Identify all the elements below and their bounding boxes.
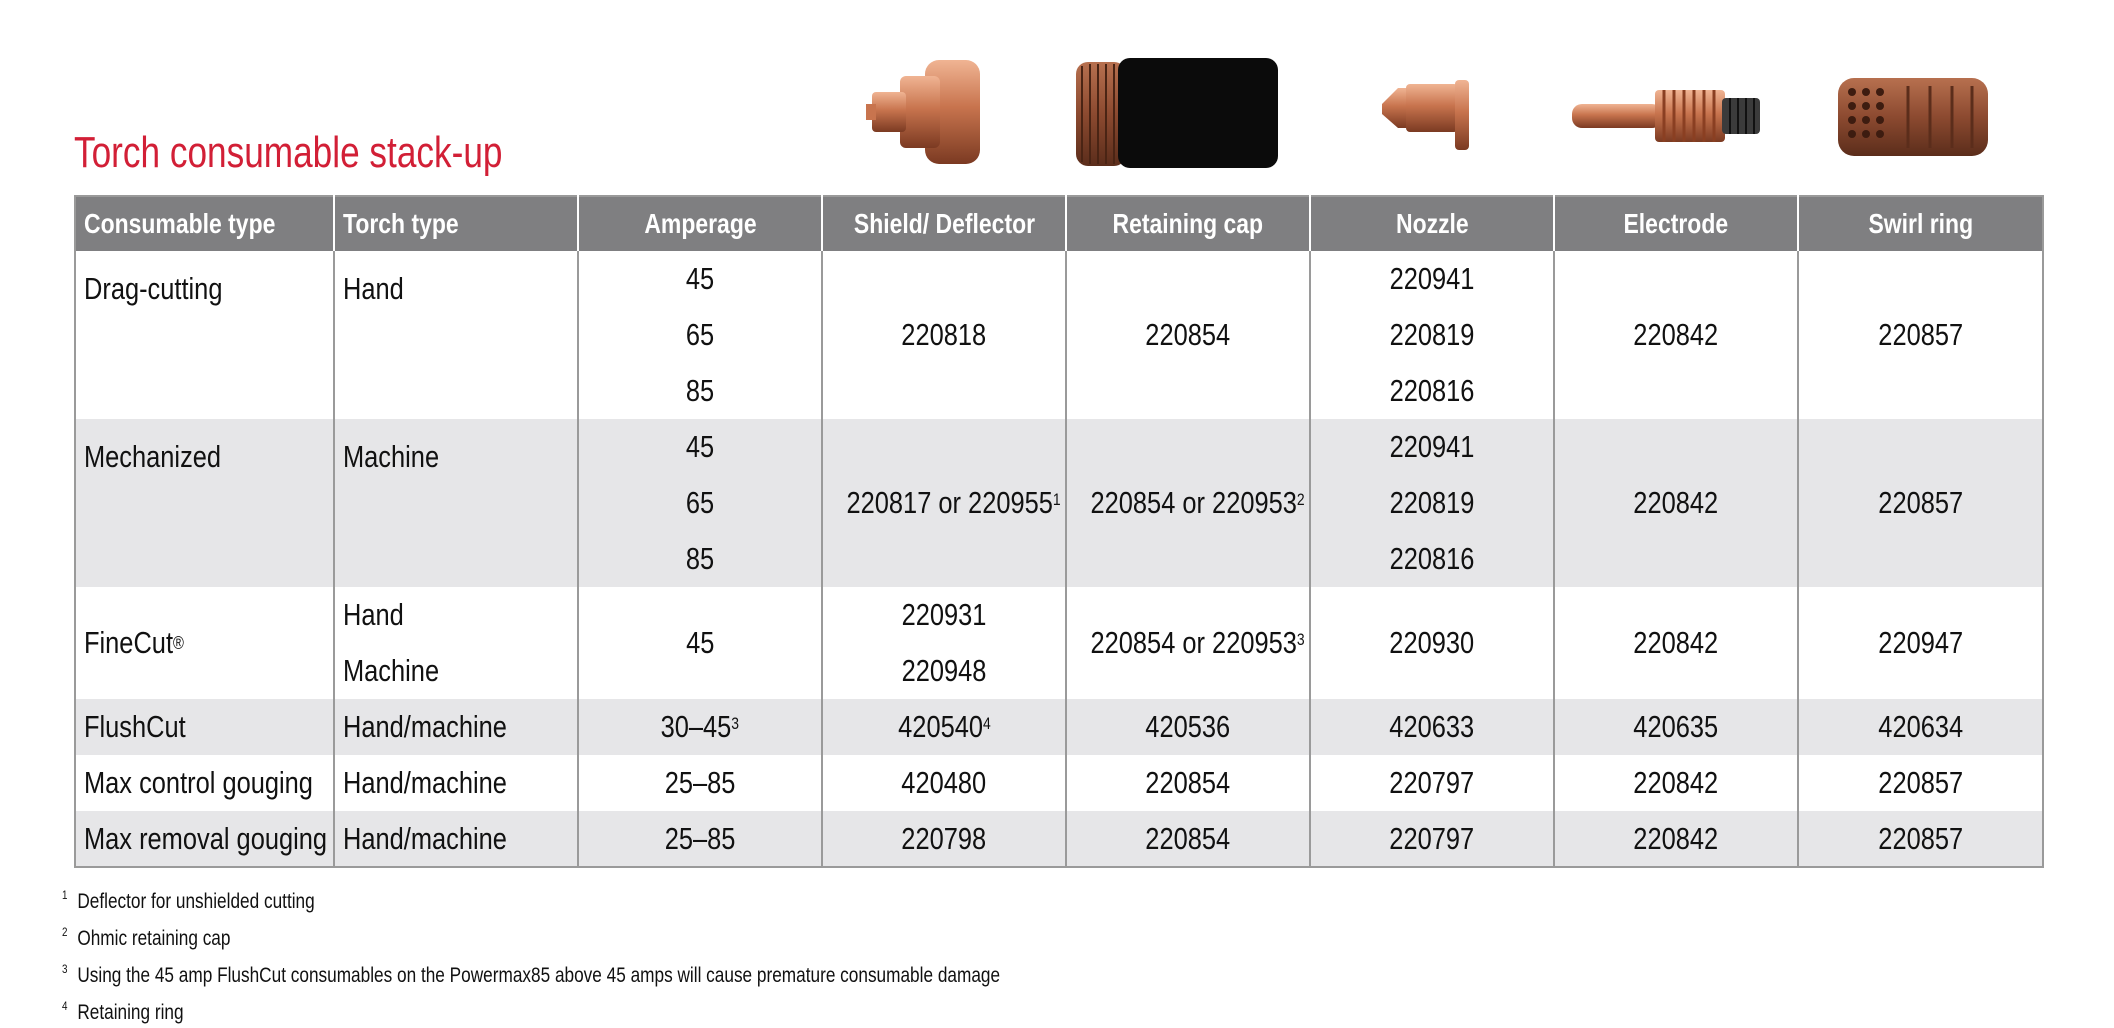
- table-row: [75, 419, 2043, 587]
- electrode-cell: 220842: [1554, 811, 1798, 867]
- retaining-cap-cell: 220854 or 220953$^2$: [1066, 419, 1310, 587]
- nozzle-cell: 420633: [1310, 699, 1554, 755]
- col-header: Consumable type: [75, 196, 334, 251]
- nozzle-cell: 220797: [1310, 811, 1554, 867]
- footnote-ref: 1: [1052, 490, 1061, 509]
- amperage-cell: 45: [578, 587, 822, 699]
- retaining-cap-cell: 220854: [1066, 811, 1310, 867]
- amperage-cell: 25–85: [578, 811, 822, 867]
- col-header: Torch type: [334, 196, 578, 251]
- torch-type-cell: Hand Machine: [334, 587, 578, 699]
- consumable-type-cell: FlushCut: [75, 699, 334, 755]
- footnote-ref: 3: [1296, 630, 1305, 649]
- amperage-cell: 45 65 85: [578, 251, 822, 419]
- swirl-ring-image: [1838, 78, 1988, 156]
- table-row: [75, 699, 2043, 755]
- consumable-type-cell: Max control gouging: [84, 765, 313, 800]
- amperage-cell: 45 65 85: [578, 419, 822, 587]
- swirl-ring-cell: 220857: [1798, 251, 2043, 419]
- electrode-cell: 220842: [1554, 587, 1798, 699]
- retaining-cap-cell: 220854: [1066, 755, 1310, 811]
- consumable-type-cell: Max removal gouging: [75, 811, 334, 867]
- swirl-ring-cell: 220857: [1798, 755, 2043, 811]
- table-row: [75, 755, 2043, 811]
- electrode-cell: 220842: [1554, 251, 1798, 419]
- torch-type-cell: Hand/machine: [334, 755, 578, 811]
- consumable-images: [0, 0, 2114, 190]
- consumable-type-cell: Drag-cutting: [84, 271, 223, 306]
- electrode-cell: 220842: [1554, 755, 1798, 811]
- electrode-cell: 420635: [1554, 699, 1798, 755]
- swirl-ring-cell: 420634: [1798, 699, 2043, 755]
- page-title: Torch consumable stack-up: [74, 128, 503, 177]
- shield-cell: 220798: [822, 811, 1066, 867]
- footnotes: [62, 880, 1206, 1028]
- electrode-cell: 220842: [1554, 419, 1798, 587]
- table-header-row: [75, 196, 2043, 251]
- col-header: Nozzle: [1310, 196, 1554, 251]
- retaining-cap-cell: 220854 or 220953$^3$: [1066, 587, 1310, 699]
- retaining-cap-cell: 420536: [1066, 699, 1310, 755]
- electrode-image: [1572, 90, 1760, 142]
- nozzle-image: [1382, 80, 1469, 150]
- swirl-ring-cell: 220857: [1798, 811, 2043, 867]
- shield-deflector-image: [866, 60, 980, 164]
- col-header: Amperage: [578, 196, 822, 251]
- retaining-cap-cell: 220854: [1066, 251, 1310, 419]
- retaining-cap-image: [1076, 58, 1278, 168]
- footnote-ref: 2: [1296, 490, 1305, 509]
- consumable-type-cell: FineCut®: [84, 625, 184, 660]
- nozzle-cell: 220941 220819 220816: [1310, 419, 1554, 587]
- torch-type-cell: Machine: [334, 419, 578, 587]
- nozzle-cell: 220930: [1310, 587, 1554, 699]
- swirl-ring-cell: 220857: [1798, 419, 2043, 587]
- registered-mark: ®: [173, 633, 184, 653]
- torch-type-cell: Hand/machine: [334, 811, 578, 867]
- footnote-ref: 3: [731, 714, 740, 733]
- col-header: Shield/ Deflector: [822, 196, 1066, 251]
- amperage-cell: $30-45^3$: [578, 699, 822, 755]
- consumable-table: [74, 195, 2044, 868]
- table-row: [75, 251, 2043, 419]
- col-header: Swirl ring: [1798, 196, 2043, 251]
- shield-cell: 220817 or 220955$^1$: [822, 419, 1066, 587]
- table-row: [75, 587, 2043, 699]
- footnote-ref: 4: [982, 714, 991, 733]
- shield-cell: 220931 220948: [822, 587, 1066, 699]
- nozzle-cell: 220941 220819 220816: [1310, 251, 1554, 419]
- shield-cell: 420540$^4$: [822, 699, 1066, 755]
- consumable-type-cell: Mechanized: [75, 419, 334, 587]
- shield-cell: 220818: [822, 251, 1066, 419]
- col-header: Electrode: [1554, 196, 1798, 251]
- footnote: $^1$ Deflector for unshielded cutting: [62, 888, 315, 913]
- nozzle-cell: 220797: [1310, 755, 1554, 811]
- shield-cell: 420480: [822, 755, 1066, 811]
- col-header: Retaining cap: [1066, 196, 1310, 251]
- torch-type-cell: Hand: [334, 251, 578, 419]
- swirl-ring-cell: 220947: [1798, 587, 2043, 699]
- footnote: $^3$ Using the 45 amp FlushCut consumables on the Powermax85 above 45 amps will cause premature consumable damage: [62, 962, 1001, 987]
- footnote: $^4$ Retaining ring: [62, 999, 184, 1024]
- table-row: [75, 811, 2043, 867]
- torch-type-cell: Hand/machine: [334, 699, 578, 755]
- footnote: $^2$ Ohmic retaining cap: [62, 925, 231, 950]
- amperage-cell: 25–85: [578, 755, 822, 811]
